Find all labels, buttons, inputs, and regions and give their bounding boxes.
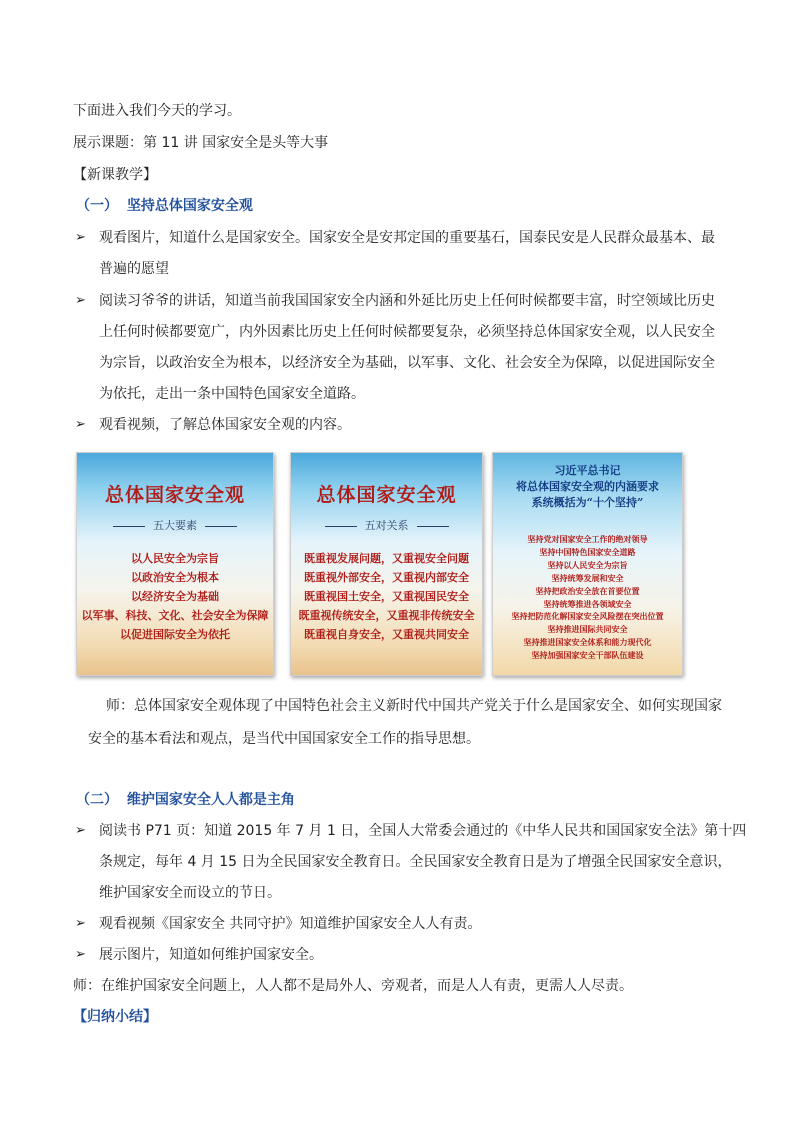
intro-text: 下面进入我们今天的学习。 xyxy=(73,103,241,119)
poster3-line: 坚持加强国家安全干部队伍建设 xyxy=(531,650,644,661)
section1-item1-line1: 观看图片，知道什么是国家安全。国家安全是安邦定国的重要基石，国泰民安是人民群众最基本、最 xyxy=(99,230,715,246)
section1-item2-line3: 为宗旨，以政治安全为根本，以经济安全为基础，以军事、文化、社会安全为保障，以促进国际安全 xyxy=(99,355,715,371)
poster1-line: 以人民安全为宗旨 xyxy=(131,552,219,565)
poster1-subtitle: 五大要素 xyxy=(77,519,273,533)
poster3-line: 坚持中国特色国家安全道路 xyxy=(539,546,636,557)
section1-teacher-note-line1: 师：总体国家安全观体现了中国特色社会主义新时代中国共产党关于什么是国家安全、如何实现国家 xyxy=(106,698,722,714)
poster3-line: 坚持推进国家安全体系和能力现代化 xyxy=(523,637,652,648)
new-lesson-heading: 【新课教学】 xyxy=(73,167,157,183)
lesson-topic: 展示课题：第 11 讲 国家安全是头等大事 xyxy=(73,135,329,151)
section1-item2-line1: 阅读习爷爷的讲话，知道当前我国国家安全内涵和外延比历史上任何时候都要丰富，时空领域比历史 xyxy=(99,293,715,309)
section2-heading xyxy=(76,790,295,810)
poster3-line: 坚持把防范化解国家安全风险摆在突出位置 xyxy=(511,611,664,622)
poster-five-relations xyxy=(290,452,483,676)
poster3-line: 坚持以人民安全为宗旨 xyxy=(547,559,628,570)
poster3-heading-line: 习近平总书记 xyxy=(554,464,621,477)
poster3-heading xyxy=(493,463,682,511)
bullet-icon: ➢ xyxy=(75,947,86,962)
section2-item1-line3: 维护国家安全而设立的节日。 xyxy=(99,885,281,901)
poster2-subtitle: 五对关系 xyxy=(291,519,482,533)
poster2-line: 既重视传统安全，又重视非传统安全 xyxy=(298,609,475,622)
poster3-heading-line: 将总体国家安全观的内涵要求 xyxy=(516,480,659,493)
poster2-line: 既重视外部安全，又重视内部安全 xyxy=(304,571,469,584)
section1-title: 坚持总体国家安全观 xyxy=(126,198,253,214)
poster1-line: 以军事、科技、文化、社会安全为保障 xyxy=(81,609,269,622)
section2-number: （二） xyxy=(76,792,118,808)
poster1-list xyxy=(77,549,273,644)
bullet-icon: ➢ xyxy=(75,230,86,245)
poster-ten-persistences xyxy=(492,452,683,676)
poster3-line: 坚持党对国家安全工作的绝对领导 xyxy=(527,534,648,544)
section1-heading xyxy=(76,196,253,216)
section1-item2-line4: 为依托，走出一条中国特色国家安全道路。 xyxy=(99,386,365,402)
poster2-list xyxy=(291,549,482,644)
section1-teacher-note-line2: 安全的基本看法和观点，是当代中国国家安全工作的指导思想。 xyxy=(88,731,480,747)
poster3-line: 坚持把政治安全放在首要位置 xyxy=(535,585,640,596)
poster3-line: 坚持统筹推进各领域安全 xyxy=(543,598,632,609)
bullet-icon: ➢ xyxy=(75,417,86,432)
poster1-line: 以政治安全为根本 xyxy=(131,571,219,584)
poster3-heading-line: 系统概括为“十个坚持” xyxy=(531,496,644,509)
poster2-line: 既重视国土安全，又重视国民安全 xyxy=(304,590,469,603)
section1-item1-line2: 普遍的愿望 xyxy=(99,261,169,277)
poster1-line: 以促进国际安全为依托 xyxy=(120,628,230,641)
poster2-line: 既重视自身安全，又重视共同安全 xyxy=(304,628,469,641)
poster2-title: 总体国家安全观 xyxy=(316,484,457,506)
bullet-icon: ➢ xyxy=(75,916,86,931)
section1-number: （一） xyxy=(76,198,118,214)
bullet-icon: ➢ xyxy=(75,293,86,308)
poster2-line: 既重视发展问题，又重视安全问题 xyxy=(304,552,469,565)
poster1-line: 以经济安全为基础 xyxy=(131,590,219,603)
section1-item2-line2: 上任何时候都要宽广，内外因素比历史上任何时候都要复杂，必须坚持总体国家安全观，以人民安全 xyxy=(99,324,715,340)
section2-item1-line1: 阅读书 P71 页：知道 2015 年 7 月 1 日，全国人大常委会通过的《中华人民共和国国家安全法》第十四 xyxy=(99,823,747,839)
section2-title: 维护国家安全人人都是主角 xyxy=(126,792,295,808)
summary-heading: 【归纳小结】 xyxy=(73,1009,157,1025)
section1-item3-line1: 观看视频，了解总体国家安全观的内容。 xyxy=(99,417,351,433)
poster1-title: 总体国家安全观 xyxy=(104,484,245,506)
section2-item1-line2: 条规定，每年 4 月 15 日为全民国家安全教育日。全民国家安全教育日是为了增强全民国家安全意识， xyxy=(99,854,732,870)
poster-five-elements xyxy=(76,452,274,676)
poster3-line: 坚持统筹发展和安全 xyxy=(551,572,624,583)
section2-item3-line1: 展示图片，知道如何维护国家安全。 xyxy=(99,947,323,963)
poster3-line: 坚持推进国际共同安全 xyxy=(547,624,628,635)
section2-item2-line1: 观看视频《国家安全 共同守护》知道维护国家安全人人有责。 xyxy=(99,916,482,932)
bullet-icon: ➢ xyxy=(75,823,86,838)
poster3-list xyxy=(493,533,682,662)
section2-teacher-note: 师：在维护国家安全问题上，人人都不是局外人、旁观者，而是人人有责，更需人人尽责。 xyxy=(73,978,633,994)
